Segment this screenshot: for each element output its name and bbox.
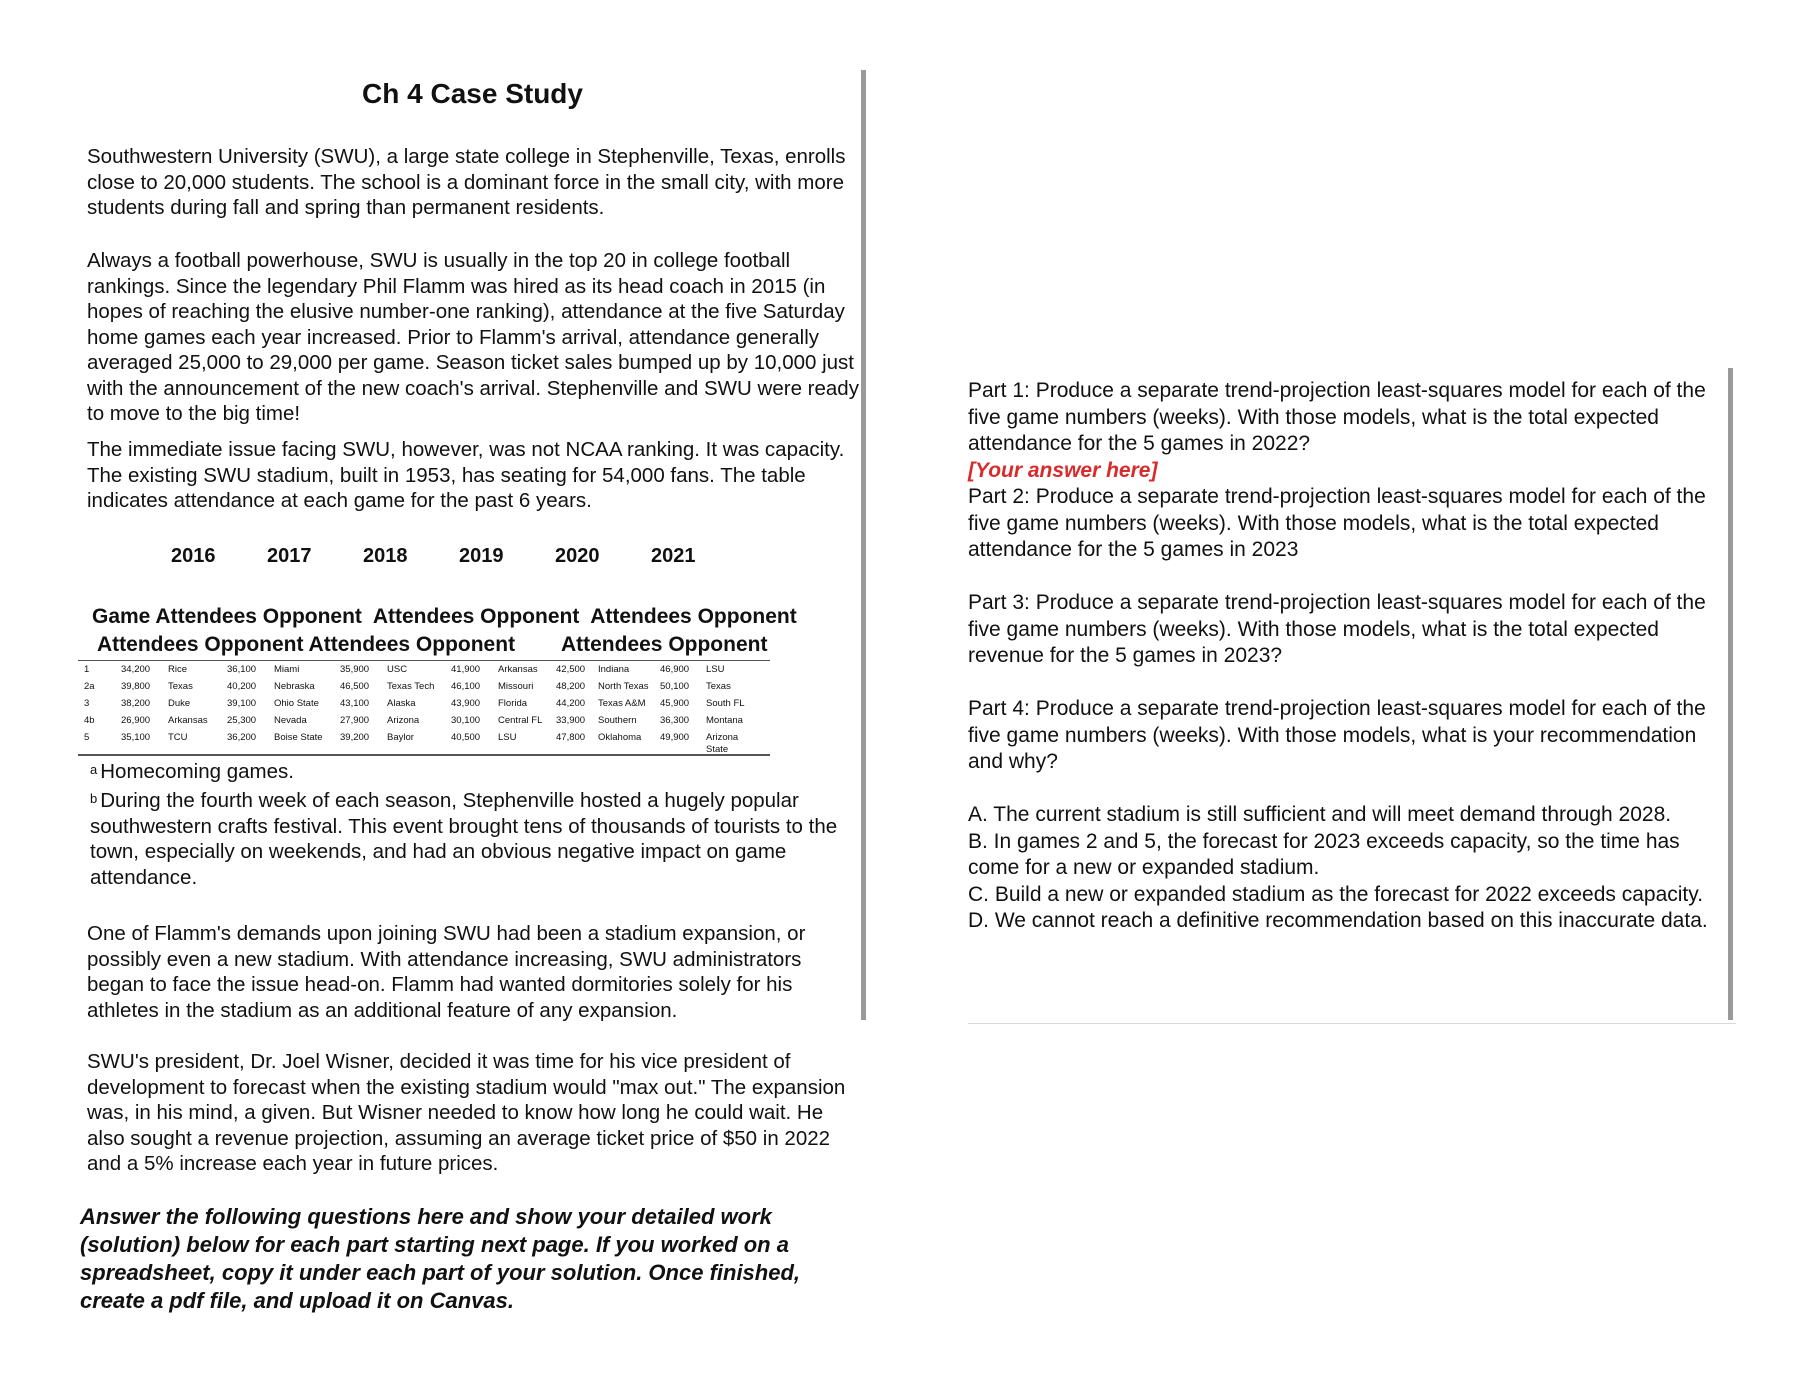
game-number: 1 — [84, 664, 90, 675]
footnote-text: During the fourth week of each season, Stephenville hosted a hugely popular southwestern crafts festival. This event brought tens of thousands of tourists to the town, especially on weekends, and had an obvious negative impact on game attendance. — [90, 789, 838, 889]
opponent-cell: Boise State — [274, 732, 323, 743]
attendees-cell: 43,900 — [451, 698, 481, 709]
panel-bottom-rule — [968, 1023, 1736, 1024]
opponent-cell: Southern — [598, 715, 637, 726]
footnote-mark: a — [90, 762, 98, 777]
attendees-cell: 50,100 — [660, 681, 690, 692]
opponent-cell: Texas — [168, 681, 193, 692]
opponent-cell: Arizona — [387, 715, 420, 726]
attendees-cell: 44,200 — [556, 698, 586, 709]
option-c: C. Build a new or expanded stadium as the forecast for 2022 exceeds capacity. — [968, 882, 1704, 906]
paragraph-expansion: One of Flamm's demands upon joining SWU had been a stadium expansion, or possibly even a new stadium. With attendance increasing, SWU administrators began to face the issue head-on. Flamm had wanted dormitories solely for his athletes in the stadium as an additional feature of any expansion. — [87, 922, 806, 1022]
answer-field[interactable]: [Your answer here] — [968, 458, 1158, 482]
game-number: 5 — [84, 732, 90, 743]
opponent-cell: USC — [387, 664, 408, 675]
attendees-cell: 30,100 — [451, 715, 481, 726]
opponent-cell: LSU — [706, 664, 725, 675]
opponent-cell: Montana — [706, 715, 743, 726]
attendees-cell: 34,200 — [121, 664, 151, 675]
opponent-cell: Missouri — [498, 681, 534, 692]
column-divider-left — [861, 70, 866, 1020]
paragraph-capacity: The immediate issue facing SWU, however, was not NCAA ranking. It was capacity. The existing SWU stadium, built in 1953, has seating for 54,000 fans. The table indicates attendance at each game for the past 6 years. — [87, 438, 845, 512]
questions-panel — [968, 378, 1726, 935]
year-label: 2017 — [267, 545, 312, 567]
opponent-cell: Arkansas — [168, 715, 208, 726]
footnote-festival — [90, 788, 860, 890]
attendees-cell: 38,200 — [121, 698, 151, 709]
opponent-cell: Indiana — [598, 664, 630, 675]
option-b: B. In games 2 and 5, the forecast for 2023 exceeds capacity, so the time has come for a new or expanded stadium. — [968, 829, 1680, 879]
attendees-cell: 40,200 — [227, 681, 257, 692]
question-part-1: Part 1: Produce a separate trend-projection least-squares model for each of the five game numbers (weeks). With those models, what is the total expected attendance for the 5 games in 2022? — [968, 379, 1706, 455]
year-label: 2016 — [171, 545, 216, 567]
attendees-cell: 47,800 — [556, 732, 586, 743]
opponent-cell: TCU — [168, 732, 188, 743]
opponent-cell: Rice — [168, 664, 188, 675]
table-header-line-1: Game Attendees Opponent Attendees Opponent Attendees Opponent — [92, 605, 797, 628]
attendees-cell: 46,900 — [660, 664, 690, 675]
attendees-cell: 42,500 — [556, 664, 586, 675]
attendees-cell: 48,200 — [556, 681, 586, 692]
table-row — [78, 681, 770, 695]
game-number: 3 — [84, 698, 90, 709]
attendees-cell: 39,200 — [340, 732, 370, 743]
table-row — [78, 664, 770, 678]
opponent-cell: Arizona — [706, 732, 739, 743]
footnote-homecoming — [90, 759, 860, 785]
attendees-cell: 36,200 — [227, 732, 257, 743]
opponent-cell: Ohio State — [274, 698, 319, 709]
opponent-cell: Alaska — [387, 698, 416, 709]
paragraph-football: Always a football powerhouse, SWU is usually in the top 20 in college football rankings. Since the legendary Phil Flamm was hired as its head coach in 2015 (in hopes of reaching the elusive number-one ranking), attendance at the five Saturday home games each year increased. Prior to Flamm's arrival, attendance generally averaged 25,000 to 29,000 per game. Season ticket sales bumped up by 10,000 just with the announcement of the new coach's arrival. Stephenville and SWU were ready to move to the big time! — [87, 249, 859, 425]
opponent-cell: Nevada — [274, 715, 307, 726]
game-number: 2a — [84, 681, 95, 692]
page-title: Ch 4 Case Study — [362, 78, 583, 109]
opponent-cell: North Texas — [598, 681, 649, 692]
question-part-2: Part 2: Produce a separate trend-projection least-squares model for each of the five game numbers (weeks). With those models, what is the total expected attendance for the 5 games in 2023 — [968, 485, 1706, 561]
attendees-cell: 40,500 — [451, 732, 481, 743]
opponent-cell: Baylor — [387, 732, 414, 743]
opponent-cell: Central FL — [498, 715, 543, 726]
option-d: D. We cannot reach a definitive recommendation based on this inaccurate data. — [968, 909, 1708, 932]
attendees-cell: 39,800 — [121, 681, 151, 692]
question-part-4: Part 4: Produce a separate trend-projection least-squares model for each of the five game numbers (weeks). With those models, what is your recommendation and why? — [968, 697, 1706, 773]
attendees-cell: 26,900 — [121, 715, 151, 726]
opponent-cell: South FL — [706, 698, 745, 709]
game-number: 4b — [84, 715, 95, 726]
year-label: 2019 — [459, 545, 504, 567]
attendees-cell: 46,500 — [340, 681, 370, 692]
attendees-cell: 41,900 — [451, 664, 481, 675]
attendees-cell: 39,100 — [227, 698, 257, 709]
opponent-cell: Texas Tech — [387, 681, 435, 692]
attendees-cell: 36,300 — [660, 715, 690, 726]
opponent-cell: Duke — [168, 698, 191, 709]
year-header-row — [0, 545, 870, 575]
opponent-cell: LSU — [498, 732, 517, 743]
opponent-cell: Texas — [706, 681, 731, 692]
opponent-cell: State — [706, 744, 729, 755]
table-row — [78, 698, 770, 712]
year-label: 2018 — [363, 545, 408, 567]
instructions-note: Answer the following questions here and show your detailed work (solution) below for each part starting next page. If you worked on a spreadsheet, copy it under each part of your solution. Once finished, create a pdf file, and upload it on Canvas. — [80, 1204, 801, 1313]
opponent-cell: Florida — [498, 698, 528, 709]
paragraph-president: SWU's president, Dr. Joel Wisner, decided it was time for his vice president of development to forecast when the existing stadium would "max out." The expansion was, in his mind, a given. But Wisner needed to know how long he could wait. He also sought a revenue projection, assuming an average ticket price of $50 in 2022 and a 5% increase each year in future prices. — [87, 1050, 846, 1175]
table-row-continuation — [78, 744, 770, 758]
opponent-cell: Miami — [274, 664, 300, 675]
attendees-cell: 33,900 — [556, 715, 586, 726]
year-label: 2021 — [651, 545, 696, 567]
attendees-cell: 35,900 — [340, 664, 370, 675]
attendees-cell: 27,900 — [340, 715, 370, 726]
opponent-cell: Nebraska — [274, 681, 315, 692]
option-a: A. The current stadium is still sufficient and will meet demand through 2028. — [968, 803, 1672, 826]
opponent-cell: Oklahoma — [598, 732, 642, 743]
attendees-cell: 43,100 — [340, 698, 370, 709]
table-top-rule — [78, 660, 770, 661]
column-divider-right — [1728, 368, 1733, 1020]
attendees-cell: 45,900 — [660, 698, 690, 709]
opponent-cell: Texas A&M — [598, 698, 646, 709]
attendees-cell: 46,100 — [451, 681, 481, 692]
attendees-cell: 25,300 — [227, 715, 257, 726]
attendees-cell: 49,900 — [660, 732, 690, 743]
table-row — [78, 715, 770, 729]
question-part-3: Part 3: Produce a separate trend-projection least-squares model for each of the five game numbers (weeks). With those models, what is the total expected revenue for the 5 games in 2023? — [968, 591, 1706, 667]
footnote-text: Homecoming games. — [100, 760, 294, 783]
paragraph-intro: Southwestern University (SWU), a large state college in Stephenville, Texas, enrolls close to 20,000 students. The school is a dominant force in the small city, with more students during fall and spring than permanent residents. — [87, 145, 846, 219]
footnote-mark: b — [90, 791, 98, 806]
case-study-page — [0, 0, 870, 1377]
table-header-line-2: Attendees Opponent Attendees Opponent Attendees Opponent — [97, 633, 768, 656]
opponent-cell: Arkansas — [498, 664, 538, 675]
attendees-cell: 35,100 — [121, 732, 151, 743]
attendance-table — [78, 660, 770, 756]
attendees-cell: 36,100 — [227, 664, 257, 675]
year-label: 2020 — [555, 545, 600, 567]
